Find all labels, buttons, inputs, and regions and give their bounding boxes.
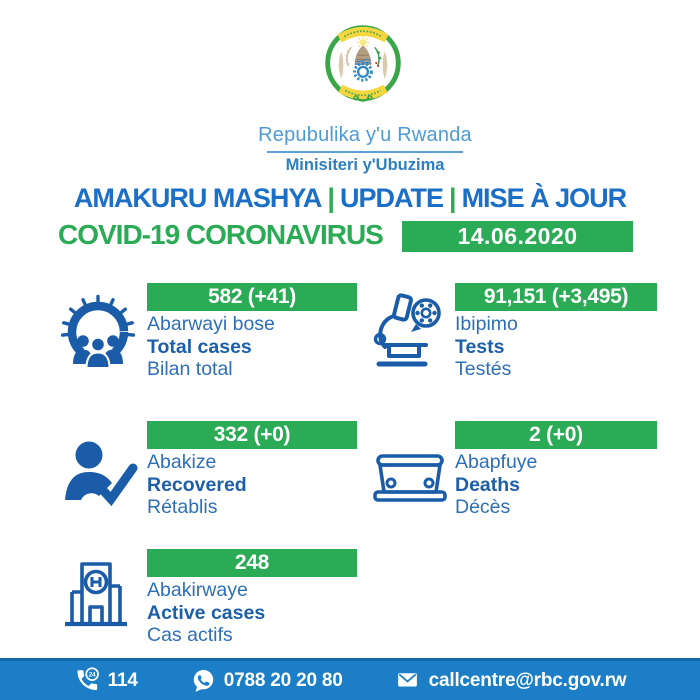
stat-label-rw: Abapfuye	[455, 451, 538, 473]
stat-label-en: Deaths	[455, 473, 521, 496]
stat-label-rw: Abakize	[147, 451, 217, 473]
footer-contact-bar	[0, 658, 700, 700]
phone-24-icon	[74, 667, 101, 694]
header-divider	[267, 151, 463, 153]
stat-total-cases	[56, 283, 361, 393]
stat-label-en: Active cases	[147, 601, 266, 624]
whatsapp-icon	[190, 667, 217, 694]
stat-deaths	[366, 421, 666, 531]
stat-label-fr: Rétablis	[147, 496, 218, 518]
title-separator: |	[449, 183, 456, 213]
stat-value-badge: 91,151 (+3,495)	[455, 283, 657, 311]
country-name: Repubulika y'u Rwanda	[258, 124, 472, 146]
person-check-icon	[58, 430, 138, 510]
headline-part-fr: MISE À JOUR	[461, 183, 627, 213]
stat-label-en: Tests	[455, 335, 505, 358]
date-badge: 14.06.2020	[402, 221, 633, 252]
stat-value-badge: 582 (+41)	[147, 283, 357, 311]
hotline-number: 114	[107, 669, 138, 691]
microscope-icon	[366, 290, 450, 376]
stat-label-fr: Bilan total	[147, 358, 233, 380]
whatsapp-contact	[190, 667, 343, 694]
covid-title: COVID-19 CORONAVIRUS	[58, 219, 383, 250]
people-virus-icon	[58, 294, 138, 374]
hospital-icon	[54, 554, 138, 638]
email-icon	[395, 667, 422, 694]
stat-label-rw: Abarwayi bose	[147, 313, 275, 335]
email-contact	[395, 667, 627, 694]
stat-label-rw: Abakirwaye	[147, 579, 248, 601]
headline-part-rw: AMAKURU MASHYA	[73, 183, 322, 213]
stat-label-fr: Cas actifs	[147, 624, 233, 646]
stat-active-cases	[56, 549, 361, 659]
ministry-name: Minisiteri y'Ubuzima	[285, 156, 445, 174]
whatsapp-number: 0788 20 20 80	[223, 669, 343, 691]
stat-label-fr: Décès	[455, 496, 511, 518]
stat-recovered	[56, 421, 361, 531]
update-headline	[0, 183, 700, 214]
stat-value-badge: 248	[147, 549, 357, 577]
coffin-icon	[363, 452, 457, 514]
badge-24: 24	[88, 671, 96, 679]
headline-part-en: UPDATE	[339, 183, 443, 213]
stat-value-badge: 2 (+0)	[455, 421, 657, 449]
email-address: callcentre@rbc.gov.rw	[428, 669, 627, 691]
stat-label-en: Total cases	[147, 335, 252, 358]
stat-label-en: Recovered	[147, 473, 247, 496]
title-separator: |	[327, 183, 334, 213]
stat-value-badge: 332 (+0)	[147, 421, 357, 449]
rwanda-coat-of-arms-icon	[314, 14, 412, 114]
stat-label-rw: Ibipimo	[455, 313, 518, 335]
hotline-contact	[74, 667, 138, 694]
stat-tests	[366, 283, 666, 393]
stat-label-fr: Testés	[455, 358, 512, 380]
